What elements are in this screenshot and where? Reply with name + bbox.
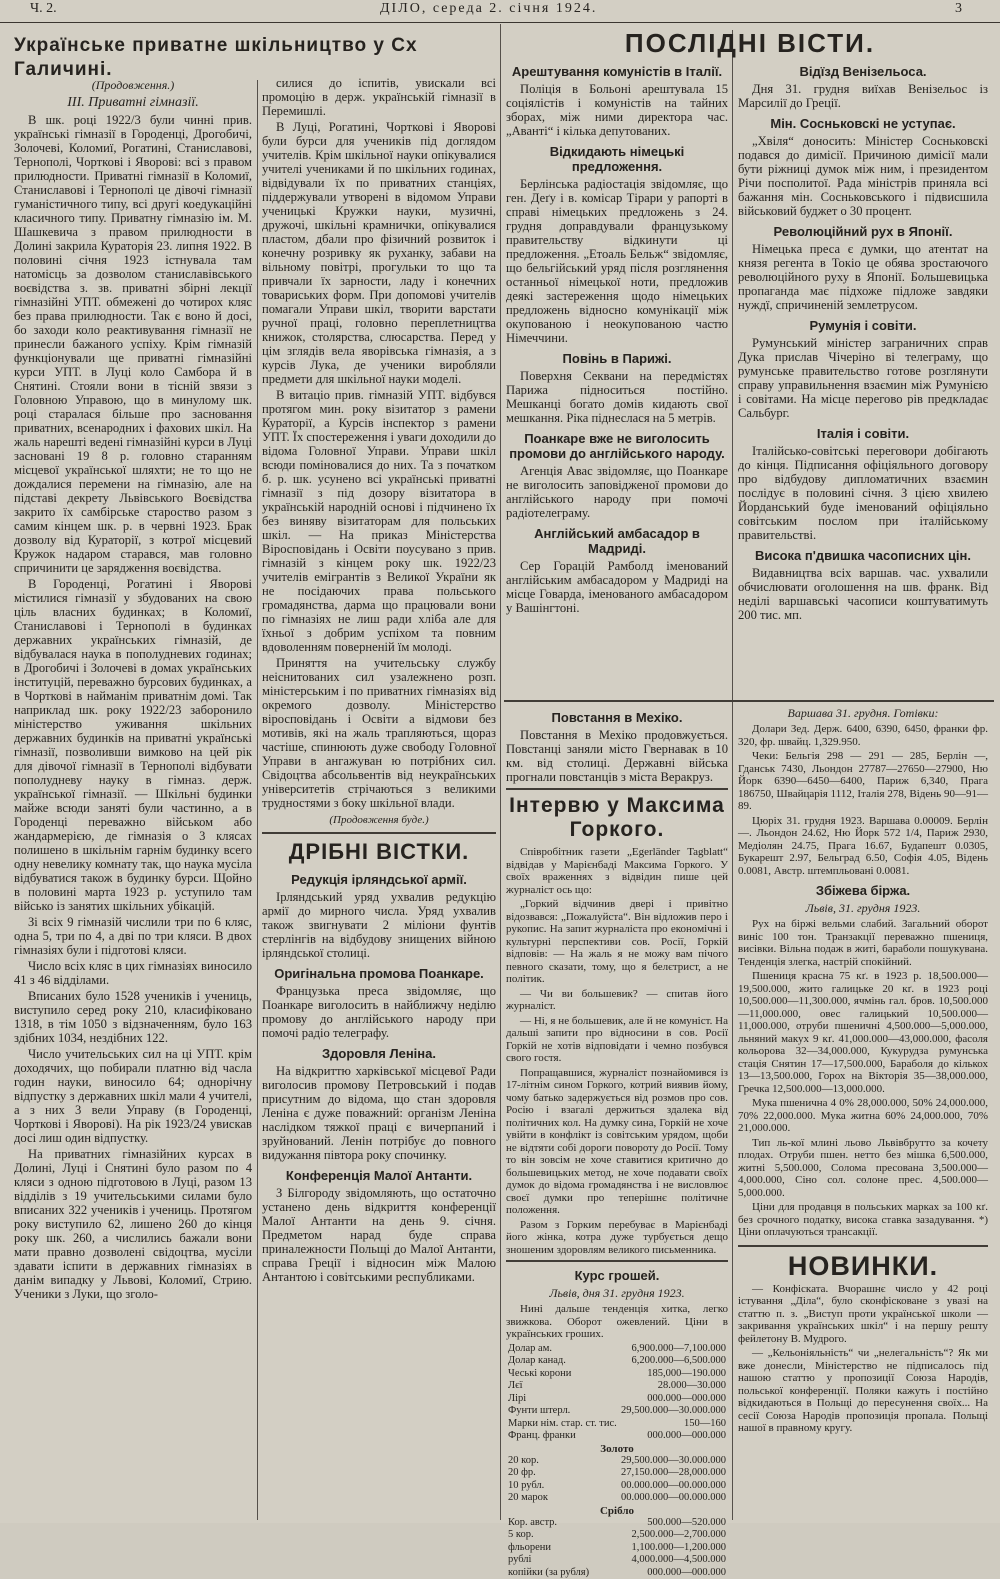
rate-value: 4,000.000—4,500.000 — [609, 1554, 728, 1567]
rate-value: 000.000—000.000 — [609, 1567, 728, 1579]
paragraph: В шк. році 1922/3 були чинні прив. українські гімназії в Городенці, Дрогобичі, Золочеві, Коломиї, Рогатині, Станиславові, Тернополі, Чорткові і Яворові: всі з правом прилюдности. Приватні гімназії в Коломиї, Станиславові і Тернополі це дівочі гімназії гуманістичного типу, всі другі коедукаційні класичного типу. Приватну гімназію ім. М. Шашкевича з правом прилюдности в Долині закрила Кураторія 23. липня 1922. В половині січня 1923 істнувала там натомісць за дозволом станиславівського воєвідства з. зв. приватні збірні лекції гімназійні УПТ. обмежені до чотирох кляс без права прилюдности. Так є воно й досі, бо заходи коло реактивування гімназії не принесли бажаного успіху. Крім гімназій функціонували ще приватні гімназійні курси УПТ. в Луці коло Самбора й в Снятині. Стояли вони в тісній звязи з Головною Управою, що в минулому шк. році старалася більше про засновання приватних, всенародних і фахових шкіл. На жаль нарешті ведені гімназійні курси в Луці засновані 19 8 р. головно старанням місцевої української шляхти; не то що не дождалися перемени на гімназію, але на підставі декрету Львівського Воєвідства закрито їх самбірське староство разом з самим кінцем шк. р. в червні 1923. Брак дозволу від Кураторії, з котрої місцевий Кружок надаром старався, мав головно спричинити це зарядження воєвідства. — [14, 113, 252, 575]
rate-value: 000.000—000.000 — [619, 1393, 728, 1406]
silver-table — [506, 1517, 728, 1579]
section-rule — [262, 832, 496, 834]
news-item-text: Румунський міністер заграничних справ Дука прислав Чічеріно ві телеграму, що румунське правительство готове розглянути справу управильнення взаємин між Румунією і совітами. На місце перегово рів предкладає Сальбург. — [738, 336, 988, 420]
page-number-left: Ч. 2. — [30, 1, 57, 17]
news-item-text: Ірляндський уряд ухвалив редукцію армії до мирного числа. Уряд ухвалив також звигнувати 2 міліони фунтів стерлінгів на відбудову знищених війною ірляндської столиці. — [262, 890, 496, 960]
rate-row — [506, 1418, 728, 1431]
paragraph: Співробітник газети „Egerländer Tagblatt“ відвідав у Марієнбаді Максима Горкого. У своїх враженнях з відвідин пише цей журналіст ось що: — [506, 846, 728, 896]
paragraph: силися до іспитів, увискали всі промоцію в держ. українській гімназії в Перемишлі. — [262, 76, 496, 118]
rate-value: 29,500.000—30.000.000 — [619, 1405, 728, 1418]
news-item-text: Видавництва всіх варшав. час. ухвалили обчислювати оголошення на шв. франк. Від неділі варшавські часописи коштуватимуть 200 тис. мп. — [738, 566, 988, 622]
rate-label: Кор. австр. — [506, 1517, 609, 1530]
grain-dateline: Львів, 31. грудня 1923. — [738, 901, 988, 916]
rate-row — [506, 1529, 728, 1542]
news-item-title: Відїзд Венізельоса. — [740, 64, 986, 79]
paragraph: Зі всіх 9 гімназій числили три по 6 кляс, одна 5, три по 4, а дві по три кляси. В двох гімназіях були і підготові кляси. — [14, 915, 252, 957]
rate-row — [506, 1480, 728, 1493]
news-item-text: Агенція Авас звідомляє, що Поанкаре не виголосить заповідженої промови до англійського народу при помочі радіотелеграму. — [506, 464, 728, 520]
news-item-text: „Хвіля“ доносить: Міністер Сосньковскі подався до димісії. Причиною димісії мали бути ріжниці думок між ним, і президентом Річи посполитої. Рада міністрів приняла всі бажання мін. Сосньковського і підвисшила військовий буджет о 30 процент. — [738, 134, 988, 218]
rate-label: 20 марок — [506, 1492, 570, 1505]
grain-text — [738, 918, 988, 1239]
rate-label: фльорени — [506, 1542, 609, 1555]
rate-row — [506, 1343, 728, 1356]
news-item-title: Мін. Сосньковскі не уступає. — [740, 116, 986, 131]
paragraph: Число всіх кляс в цих гімназіях виносило 41 з 46 відділами. — [14, 959, 252, 987]
continued-note: (Продовження.) — [14, 78, 252, 93]
rate-value: 6,200.000—6,500.000 — [619, 1355, 728, 1368]
column-rule — [257, 80, 258, 1520]
latest-left-list — [506, 64, 728, 615]
news-item-title: Італія і совіти. — [740, 426, 986, 441]
paragraph: Разом з Горким перебуває в Марієнбаді його жінка, котра дуже турбується дещо зношеним здоровлям великого письменника. — [506, 1219, 728, 1257]
latest-news-header: ПОСЛІДНІ ВІСТИ. — [505, 28, 995, 58]
news-item-text: Поліція в Больоні арештувала 15 соціялістів і комуністів на тайних зборах, між ними директора час. „Аванті“ і кілька депутованих. — [506, 82, 728, 138]
currency-table — [506, 1343, 728, 1443]
rate-row — [506, 1430, 728, 1443]
rate-value: 1,100.000—1,200.000 — [609, 1542, 728, 1555]
paragraph: Чеки: Бельгія 298 — 291 — 285, Берлін —, Гданськ 7430, Льондон 27787—27650—27900, Ню Йорк 6390—6450—6400, Париж 6,340, Прага 186750, Швайцарія 1112, Італія 278, Відень 90—91—89. — [738, 750, 988, 813]
grain-title: Збіжева біржа. — [740, 883, 986, 898]
school-text-2 — [262, 76, 496, 810]
news-item-title: Поанкаре вже не виголосить промови до англійського народу. — [508, 431, 726, 461]
paragraph: Приняття на учительську службу неіснитованих сил узалежнено розп. міністерським і по приватних гімназіях від окремого дозволу. Міністерство віросповідань і Освіти а відмови без мотивів, які на жаль трапляються, щораз частіше, спинюють дуже свободу Головної Управи в ангажуван ю потрібних сил. Свідоцтва абсольвентів від неукраїнських університетів стрічаються з великими трудностями з боку шкільної влади. — [262, 656, 496, 810]
rate-label: Долар ам. — [506, 1343, 619, 1356]
rate-label: Франц. франки — [506, 1430, 619, 1443]
news-item-title: Висока п'двишка часописних цін. — [740, 548, 986, 563]
rate-label: Фунти штерл. — [506, 1405, 619, 1418]
rate-value: 00.000.000—00.000.000 — [570, 1492, 728, 1505]
latest-right-list — [738, 64, 988, 622]
school-article-column-1 — [14, 76, 252, 1516]
novelties-header: НОВИНКИ. — [738, 1249, 988, 1283]
section-subtitle: III. Приватні гімназії. — [14, 95, 252, 111]
article-headline: Українське приватне шкільництво у Сх Галичині. — [14, 34, 498, 82]
news-item-title: Здоровля Леніна. — [264, 1046, 494, 1061]
rate-row — [506, 1405, 728, 1418]
rate-value: 2,500.000—2,700.000 — [609, 1529, 728, 1542]
section-rule — [506, 788, 728, 790]
small-news-list — [262, 872, 496, 1284]
news-item-title: Революційний рух в Японії. — [740, 224, 986, 239]
rate-value: 27,150.000—28,000.000 — [570, 1467, 728, 1480]
rate-label: рублі — [506, 1554, 609, 1567]
gold-title: Золото — [506, 1443, 728, 1455]
section-rule — [506, 1260, 728, 1262]
column-rule — [500, 24, 501, 1520]
news-item-text: На відкриттю харківської місцевої Ради виголосив промову Петровський і подав присутним до відома, що стан здоровля Леніна є дуже поважний: організм Леніна наслідком тяжкої праці є вичерпаний і зруйнований. Ленін потрібує до повного видужання півтора року спочинку. — [262, 1064, 496, 1162]
paragraph: Попращавшися, журналіст познайомився із 17-літнім сином Горкого, котрий виявив йому, чому батько задержується від розмов про сов. Росію і взагалі держиться здалека від політичних кол. На думку сина, Горкій не хоче увійти в конфлікт із совітським урядом, щоби не відтяти собі дороги повороту до Росії. Тому то він зовсім не хоче ставитися критично до большевицьких метод, не хоче подавати своїх думок до відома громадянства і не висловлює своєї думки про теперішнє політичне положення. — [506, 1067, 728, 1217]
rate-label: 10 рубл. — [506, 1480, 570, 1493]
masthead-title: ДІЛО, середа 2. січня 1924. — [380, 1, 597, 17]
latest-news-column-right — [738, 58, 988, 698]
news-item-text: З Білгороду звідомляють, що остаточно устанено день відкриття конференції Малої Антанти на день 9. січня. Предметом нарад буде справа приналежности Польщі до Малої Антанти, справа Греції і відносин між Малою Антантою і совітськими республиками. — [262, 1186, 496, 1284]
warsaw-dateline: Варшава 31. грудня. Готівки: — [738, 706, 988, 721]
news-item-text: Поверхня Секвани на передмістях Парижа підноситься постійно. Мешканці богато домів кидають свої мешкання. Ріка піднеслася на 5 метрів. — [506, 369, 728, 425]
rate-row — [506, 1393, 728, 1406]
paragraph: Пшениця красна 75 кґ. в 1923 р. 18,500.000—19,500.000, жито галицьке 20 кґ. в 1923 році 10,500.000—11,300.000, ячмінь гал. бров. 10,500.000—11,000.000, овес галицький 10,500.000—11,000.000, отруби пшеничні 4,500.000—5,000.000, льняний макух 9 кґ. 41,000.000—43,000.000, фасоля кольорова 32—34,000.000, Кукурудза румунська стація Снятин 17—17,500.000, Бараболя до кількох 13—13,500.000, Горох на Вікторія 35—38,000.000, Гречка 12,500.000—13,000.000. — [738, 970, 988, 1095]
news-item-text: Берлінська радіостація звідомляє, що ген. Деґу і в. комісар Тірари у рапорті в справі німецьких предложень з 24. грудня доправдували французькому правительству відкинути ці предложення. „Етоаль Бельж“ звідомляє, що бельгійський уряд після розглянення останньої німецької ноти, предложив деякі застереження щодо німецьких предложень відносно комунікації між окупованою і неокупованою частю Німеччини. — [506, 177, 728, 345]
section-rule — [504, 700, 994, 702]
rate-row — [506, 1554, 728, 1567]
silver-title: Срібло — [506, 1505, 728, 1517]
rate-label: Лєї — [506, 1380, 619, 1393]
rate-label: 20 фр. — [506, 1467, 570, 1480]
rate-row — [506, 1380, 728, 1393]
rate-label: копійки (за рубля) — [506, 1567, 609, 1579]
news-item-title: Англійський амбасадор в Мадриді. — [508, 526, 726, 556]
rate-row — [506, 1355, 728, 1368]
column-rule — [732, 30, 733, 1520]
rate-label: 5 кор. — [506, 1529, 609, 1542]
rate-value: 500.000—520.000 — [609, 1517, 728, 1530]
paragraph: „Горкий відчинив двері і привітно відозвався: „Пожалуйста“. Він відложив перо і рукопис. На запит журналіста про економічні і культурні перспективи сов. Росії, Горкій відповів: — На жаль я не можу вам пічого певного сказати, тому, що я белєтрист, а не політик. — [506, 898, 728, 986]
rate-row — [506, 1567, 728, 1579]
news-item-title: Повінь в Парижі. — [508, 351, 726, 366]
rate-row — [506, 1542, 728, 1555]
latest-news-column-left — [506, 58, 728, 698]
paragraph: Ціни для продавця в польських марках за 100 кґ. без срочного податку, висока ставка зазадування. *) Ціни оплачуються трансакції. — [738, 1201, 988, 1239]
paragraph: Рух на біржі вельми слабий. Загальний оборот виніс 100 тон. Транзакції переважно пшениця, висівки. Вільна подаж в житі, бараболи пошукувана. Тенденція злегка, настрій спокійний. — [738, 918, 988, 968]
novelties-text — [738, 1283, 988, 1435]
paragraph: — Ні, я не большевик, але й не комуніст. На дальші запити про відносини в сов. Росії Горкій не хотів відповідати і чемно позбувся свого гостя. — [506, 1015, 728, 1065]
rate-label: Марки нім. стар. ст. тис. — [506, 1418, 619, 1431]
school-text-1 — [14, 113, 252, 1301]
page-number-right: 3 — [955, 1, 962, 17]
currency-intro: Нині дальше тенденція хитка, легко звижкова. Оборот ожевлений. Ціни в українських гроших. — [506, 1303, 728, 1341]
exchange-text — [738, 723, 988, 877]
currency-title: Курс грошей. — [508, 1268, 726, 1283]
news-item-title: Конференція Малої Антанти. — [264, 1168, 494, 1183]
paragraph: Вписаних було 1528 учеників і учениць, виступило серед року 210, класифіковано 1318, в тім 1050 з відзначенням, було 163 здібних 1034, нездібних 122. — [14, 989, 252, 1045]
mexico-text: Повстання в Мехіко продовжується. Повстанці заняли місто Гвернавак в 10 км. від столиці. Державні війська прогнали повстанців з міста Веракруз. — [506, 728, 728, 784]
rate-label: Чеські корони — [506, 1368, 619, 1381]
currency-dateline: Львів, дня 31. грудня 1923. — [506, 1286, 728, 1301]
rate-label: Лірi — [506, 1393, 619, 1406]
news-item-text: Сер Горацій Рамболд іменований англійським амбасадором у Мадриді на місце Говарда, іменованого амбасадором у Вашінгтоні. — [506, 559, 728, 615]
rate-row — [506, 1492, 728, 1505]
rate-value: 185,000—190.000 — [619, 1368, 728, 1381]
gold-table — [506, 1455, 728, 1505]
rate-value: 28.000—30.000 — [619, 1380, 728, 1393]
paragraph: Мука пшенична 4 0% 28,000.000, 50% 24,000.000, 70% 22,000.000. Мука житна 60% 24,000.000, 70% 21,000.000. — [738, 1097, 988, 1135]
news-item-text: Дня 31. грудня виїхав Венізельос із Марсилії до Греції. — [738, 82, 988, 110]
rate-value: 6,900.000—7,100.000 — [619, 1343, 728, 1356]
news-item-text: Італійсько-совітські переговори добігають до кінця. Підписання офіціяльного договору про відбудову дипломатичних взаємин послідує в половині січня. З цією хвилею Йорданський буде іменований офіціяльно совітським послом при італійському правительстві. — [738, 444, 988, 542]
paragraph: Цюріх 31. грудня 1923. Варшава 0.00009. Берлін —. Льондон 24.62, Ню Йорк 572 1/4, Париж 2930, Медіолян 24.75, Прага 16.67, Будапешт 0.0305, Букарешт 2.97, Бельград 6.50, Софія 4.05, Відень 0.0081, Австр. штемпльовані 0.0081. — [738, 815, 988, 878]
to-be-continued: (Продовження буде.) — [262, 814, 496, 826]
news-item-text: Німецька преса є думки, що атентат на князя регента в Токіо це обява зростаючого революційного руху в Японії. Большевицька пропаганда має підхоже підложе завдяки нуждї, спричиненій землетрусом. — [738, 242, 988, 312]
paragraph: Число учительських сил на ці УПТ. крім доходячих, що побирали платню від часла годин науки, виносило 64; однорічну відпустку з державних шкіл мали 4 учителі, а з них 3 вели Управу (в Городенці, Чорткові і Яворові). На рік 1923/24 увискав досі лиш один відпустку. — [14, 1047, 252, 1145]
rate-row — [506, 1467, 728, 1480]
lower-middle-column — [506, 704, 728, 1520]
paragraph: — Чи ви большевик? — спитав його журналіст. — [506, 988, 728, 1013]
mexico-title: Повстання в Мехіко. — [508, 710, 726, 725]
rate-value: 29,500.000—30.000.000 — [570, 1455, 728, 1468]
paragraph: На приватних гімназійних курсах в Долині, Луці і Снятині було разом по 4 кляси з одною підготовою в Луці, разом 13 відділів з 19 учительськими силами було вписаних 322 учеників і учениць. Протягом року виступило 62, лишено 260 до кінця року шк. 260, а числились бажали вони мати правно дозволені свідоцтва, мусіли здавати іспити в державних гімназіях в данім випадку у Львові, Коломиї, Стрию. Ученики з Луки, що зголо- — [14, 1147, 252, 1301]
rate-value: 150—160 — [619, 1418, 728, 1431]
paragraph: — „Кельоніяльність“ чи „нелегальність“? Як ми вже донесли, Міністерство не підписалось під нашою статтю у пропозиції Союза Народів, польської конференції. Поляки кажуть і постійно відкидаються в Польщі до пересунення своїх... На сесії Союза Народів пропозиція пропала. Польщі нашої в правному кругу. — [738, 1347, 988, 1435]
news-item-title: Редукція ірляндської армії. — [264, 872, 494, 887]
lower-right-column — [738, 704, 988, 1520]
rate-value: 000.000—000.000 — [619, 1430, 728, 1443]
section-rule — [738, 1245, 988, 1247]
masthead — [0, 0, 1000, 23]
news-item-text: Французька преса звідомляє, що Поанкаре виголосить в найближчу неділю промову до англійського народу при помочі радіо телеграфу. — [262, 984, 496, 1040]
rate-label: 20 кор. — [506, 1455, 570, 1468]
paragraph: В витаціо прив. гімназій УПТ. відбувся протягом мин. року візитатор з рамени Кураторії, а Курсів інспектор з рамени УПТ. Їх спостереження і уваги доходили до відома Головної Управи. Управи шкіл всюди поміновалися до них. Та з початком б. р. шк. усунено всі українські приватні гімназії з під дозору візитатора в українській народній основі і підчинено їх без виняву візитаторам для польських шкіл. — На приказ Міністерства Віросповідань і Освіти поусувано з прив. гімназій з кінцем року шк. 1922/23 учителів емігрантів з Великої України як не посідаючих права польського громадянства, дарма що працювали вони по гімназіях не лиш ради хліба але для їхньої з добрим успіхом та повним вдоволенням поверненій їм молоді. — [262, 388, 496, 654]
news-item-title: Румунія і совіти. — [740, 318, 986, 333]
interview-text — [506, 846, 728, 1256]
rate-label: Долар канад. — [506, 1355, 619, 1368]
news-item-title: Відкидають німецькі предложення. — [508, 144, 726, 174]
rate-row — [506, 1455, 728, 1468]
paragraph: — Конфіската. Вчорашнє число у 42 році істування „Діла“, було сконфісковане з увазі на статтю п. з. „Виступ проти української школи — закривання українських шкіл“ і на першу решту фейлетону В. Мудрого. — [738, 1283, 988, 1346]
paragraph: В Городенці, Рогатині і Яворові містилися гімназії у збудованих на свою ціль власних будинках; в Коломиї, Станиславові і Тернополі в будинках державних українських гімназій, де відбувалася наука в пополудневих годинах; в Дрогобичі і Золочеві в домах українських інституцій, переважно бурсових будинках, а в Чорткові в найманім приватнім домі. Так наприклад шк. року 1922/23 заборонило міністерство уживання шкільних державних будинків на приватні українські гімназії, позволивши вимково на цей рік для дівочої гімназії в Тернополі відбувати пополудневу науку в гімназ. держ. української гімназії. — Шкільні будинки майже всюди заняті були частинно, а в Городенці переважно військом або жандармерією, де гімназія о 3 клясах полишено в шкільнім гарнім будинку всего одну невелику комнату так, що наука мусіла відбуватися також в будинку бурси. Щойно в половині марта 1923 р. уступило там військо із занятих шкільних убікацій. — [14, 577, 252, 913]
news-item-title: Оригінальна промова Поанкаре. — [264, 966, 494, 981]
rate-row — [506, 1517, 728, 1530]
paragraph: Долари Зед. Держ. 6400, 6390, 6450, франки фр. 320, фр. швайц. 1,329.950. — [738, 723, 988, 748]
school-article-column-2 — [262, 76, 496, 1520]
rate-row — [506, 1368, 728, 1381]
small-news-header: ДРІБНІ ВІСТКИ. — [262, 838, 496, 866]
news-item-title: Арештування комуністів в Італії. — [508, 64, 726, 79]
rate-value: 00.000.000—00.000.000 — [570, 1480, 728, 1493]
interview-title: Інтервю у Максима Горкого. — [506, 794, 728, 842]
paragraph: Тип ль-кої млині льово Львівбруттo за кочету плодах. Отруби пшен. нетто без мішка 6,500.000, житні 5,500.000, Солома пресована 3,500.000—4,000.000, Сіно сол. солоне прес. 4,500.000—5,000.000. — [738, 1137, 988, 1200]
paragraph: В Луці, Рогатині, Чорткові і Яворові були бурси для учеників під доглядом учителів. Крім шкільної науки опікувалися учителі учениками й по шкільних годинах, відвідували їх по приватних станціях, піддержували утворені в відомом Управи ученицькі Кружки науки, музичні, дружочі, шкільні крамнички, опікувалися пластом, дбали про фізичний розвиток і конечну розривку як руханку, забави на вільному повітрі, прогульки то що та привчали їх зарности, ладу і конечних товариських форм. При допомові учителів помагали Управи шкіл, творити варстати ручної праці, головно переплетництва книжок, столярства, слюсарства. Перед у цім зглядів вела яворівська гімназія, а з курсів Лука, де ученики виробляли предмети для шкільної науки моделі. — [262, 120, 496, 386]
